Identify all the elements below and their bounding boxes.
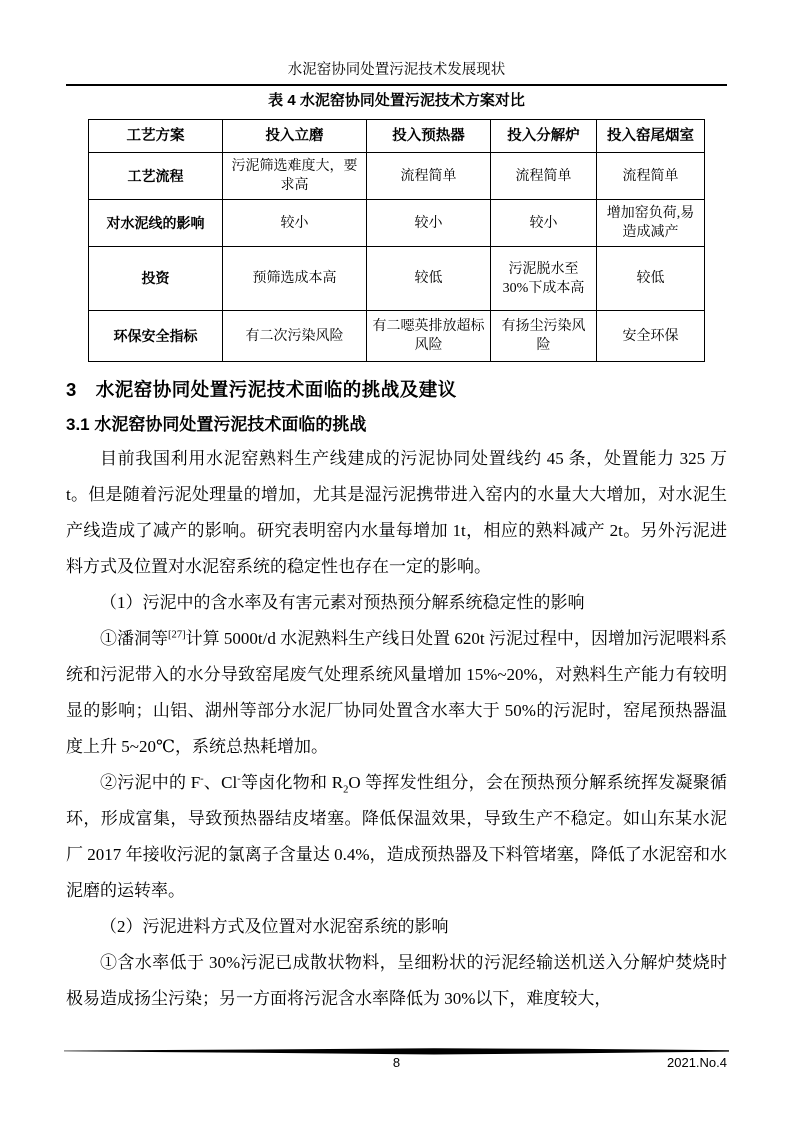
table-cell: 污泥脱水至 30%下成本高 (491, 247, 597, 311)
paragraph (66, 909, 727, 945)
text-run: O 等挥发性组分，会在预热预分解系统挥发凝聚循环，形成富集，导致预热器结皮堵塞。降低保温效果，导致生产不稳定。如山东某水泥厂 2017 年接收污泥的氯离子含量达 0.4%，造成预热器及下料管堵塞，降低了水泥窑和水泥磨的运转率。 (66, 773, 728, 900)
table-cell: 流程简单 (491, 153, 597, 200)
table-row (89, 200, 705, 247)
table-header-cell: 投入预热器 (367, 120, 491, 153)
row-label-cell: 对水泥线的影响 (89, 200, 223, 247)
section-heading: 3 水泥窑协同处置污泥技术面临的挑战及建议 (66, 379, 457, 400)
table-cell: 增加窑负荷,易造成减产 (597, 200, 705, 247)
text-run-sup: - (200, 773, 204, 785)
table-cell: 有二噁英排放超标风险 (367, 311, 491, 362)
table-cell: 流程简单 (367, 153, 491, 200)
paragraph (66, 765, 727, 909)
text-run: （2）污泥进料方式及位置对水泥窑系统的影响 (100, 917, 449, 936)
page-number: 8 (392, 1055, 401, 1070)
paragraph (66, 585, 727, 621)
text-run-sup: [27] (168, 629, 186, 641)
row-label-cell: 工艺流程 (89, 153, 223, 200)
text-run: 、Cl (203, 773, 238, 792)
text-run: ①潘洞等 (100, 629, 169, 648)
paragraph (66, 621, 727, 765)
row-label-cell: 投资 (89, 247, 223, 311)
table-cell: 流程简单 (597, 153, 705, 200)
running-title: 水泥窑协同处置污泥技术发展现状 (66, 60, 727, 86)
table-cell: 较小 (223, 200, 367, 247)
table-caption: 表 4 水泥窑协同处置污泥技术方案对比 (268, 92, 525, 109)
table-cell: 较小 (367, 200, 491, 247)
body-text (66, 441, 727, 1017)
table-cell: 预筛选成本高 (223, 247, 367, 311)
table-header-cell: 投入分解炉 (491, 120, 597, 153)
table-cell: 污泥筛选难度大，要求高 (223, 153, 367, 200)
text-run-sup: - (237, 773, 241, 785)
table-cell: 较低 (367, 247, 491, 311)
text-run: 计算 5000t/d 水泥熟料生产线日处置 620t 污泥过程中，因增加污泥喂料系统和污泥带入的水分导致窑尾废气处理系统风量增加 15%~20%，对熟料生产能力有较明显的影响；山铝、湖州等部分水泥厂协同处置含水率大于 50%的污泥时，窑尾预热器温度上升 5~20℃，系统总热耗增加。 (66, 629, 728, 756)
table-header-row (89, 120, 705, 153)
text-run: 等卤化物和 R (240, 773, 344, 792)
table-header-cell: 投入窑尾烟室 (597, 120, 705, 153)
footer-bar (64, 1043, 729, 1053)
table-cell: 有扬尘污染风险 (491, 311, 597, 362)
table-row (89, 153, 705, 200)
text-run: ②污泥中的 F (100, 773, 201, 792)
table-header-cell: 投入立磨 (223, 120, 367, 153)
table-cell: 较低 (597, 247, 705, 311)
paragraph (66, 441, 727, 585)
page-footer (66, 1053, 727, 1073)
text-run: （1）污泥中的含水率及有害元素对预热预分解系统稳定性的影响 (100, 593, 585, 612)
table-row (89, 311, 705, 362)
issue-label: 2021.No.4 (667, 1055, 727, 1070)
table-cell: 安全环保 (597, 311, 705, 362)
table-cell: 较小 (491, 200, 597, 247)
subsection-heading: 3.1 水泥窑协同处置污泥技术面临的挑战 (66, 415, 367, 434)
text-run: ①含水率低于 30%污泥已成散状物料，呈细粉状的污泥经输送机送入分解炉焚烧时极易造成扬尘污染；另一方面将污泥含水率降低为 30%以下，难度较大， (66, 953, 727, 1008)
comparison-table (88, 119, 705, 362)
paragraph (66, 945, 727, 1017)
text-run-sub: 2 (343, 784, 349, 796)
table-header-cell: 工艺方案 (89, 120, 223, 153)
text-run: 目前我国利用水泥窑熟料生产线建成的污泥协同处置线约 45 条，处置能力 325 万 t。但是随着污泥处理量的增加，尤其是湿污泥携带进入窑内的水量大大增加，对水泥生产线造成了减产的影响。研究表明窑内水量每增加 1t，相应的熟料减产 2t。另外污泥进料方式及位置对水泥窑系统的稳定性也存在一定的影响。 (66, 449, 727, 576)
table-cell: 有二次污染风险 (223, 311, 367, 362)
table-row (89, 247, 705, 311)
row-label-cell: 环保安全指标 (89, 311, 223, 362)
